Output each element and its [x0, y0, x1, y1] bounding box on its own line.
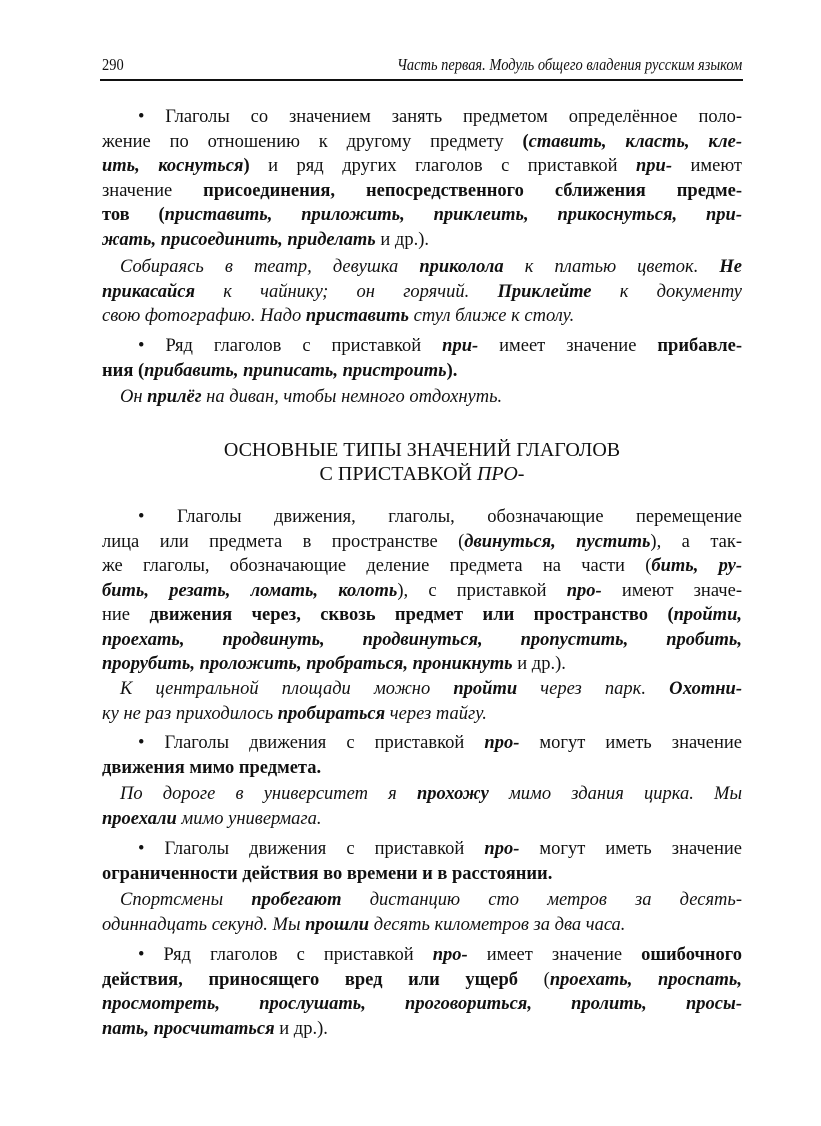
italic-text: Собираясь в театр, девушка: [120, 257, 420, 277]
bold-text: движения через, сквозь предмет или пространство (: [149, 605, 674, 625]
text-run: • Глаголы движения, глаголы, обозначающие перемещение: [138, 507, 742, 527]
text-run: ), с приставкой: [397, 580, 567, 601]
bold-italic-text: прибавить, приписать, пристроить: [144, 360, 447, 381]
example-paragraph: [102, 385, 742, 410]
text-line: [102, 154, 742, 179]
italic-text: дистанцию сто метров за десять-: [341, 890, 742, 910]
bold-italic-text: бить, резать, ломать, колоть: [102, 580, 398, 601]
italic-text: Спортсмены: [120, 890, 252, 910]
bold-italic-text: пройти: [453, 679, 518, 699]
text-line: [102, 603, 742, 628]
text-run: имеет значение: [478, 336, 658, 356]
bold-italic-text: пройти,: [673, 605, 742, 625]
bold-italic-text: двинуться, пустить: [464, 531, 651, 552]
bold-text: (: [522, 131, 529, 152]
rule-paragraph: [102, 334, 742, 383]
text-line: [102, 731, 742, 756]
text-run: значение: [102, 180, 204, 201]
rule-paragraph: [102, 731, 742, 780]
text-run: и ряд других глаголов с приставкой: [249, 156, 637, 176]
text-run: имеет значение: [467, 945, 642, 965]
text-line: [102, 579, 742, 604]
bold-italic-text: бить, ру-: [651, 556, 742, 576]
rule-paragraph: [102, 105, 742, 252]
italic-text: к чайнику; он горячий.: [195, 281, 498, 302]
bold-text: тов (: [102, 205, 165, 225]
bold-italic-text: при-: [442, 336, 479, 356]
text-line: [102, 782, 742, 807]
bold-italic-text: про-: [432, 945, 468, 965]
text-line: [102, 130, 742, 155]
italic-text: мимо здания цирка. Мы: [488, 784, 742, 804]
bold-italic-text: прохожу: [416, 784, 489, 804]
text-line: [102, 913, 742, 938]
rule-paragraph: [102, 943, 742, 1041]
text-run: • Глаголы движения с приставкой: [138, 839, 485, 859]
bold-italic-text: приколола: [419, 257, 504, 277]
italic-text: свою фотографию. Надо: [102, 306, 306, 326]
text-run: и др.).: [274, 1018, 328, 1039]
page-number: 290: [102, 55, 124, 74]
text-line: [102, 756, 742, 781]
text-run: • Ряд глаголов с приставкой: [138, 336, 443, 356]
italic-text: К центральной площади можно: [120, 679, 454, 699]
bold-italic-text: Приклейте: [497, 281, 592, 302]
text-run: имеют значе-: [601, 580, 742, 601]
bold-italic-text: ить, коснуться: [102, 156, 244, 176]
italic-text: одиннадцать секунд. Мы: [102, 914, 306, 935]
text-run: • Глаголы со значением занять предметом определённое поло-: [138, 107, 742, 127]
italic-text: По дороге в университет я: [120, 784, 417, 804]
italic-text: Он: [120, 387, 148, 407]
text-run: (: [518, 969, 550, 990]
text-line: [102, 105, 742, 130]
text-line: [102, 359, 742, 384]
bold-italic-text: приставить, приложить, приклеить, прикоснуться, при-: [164, 205, 742, 225]
heading-line-2: [102, 462, 742, 486]
text-line: [102, 837, 742, 862]
text-line: [102, 334, 742, 359]
bold-italic-text: жать, присоединить, приделать: [102, 229, 376, 250]
text-line: [102, 255, 742, 280]
bold-text: движения мимо предмета.: [102, 757, 322, 778]
text-line: [102, 505, 742, 530]
example-paragraph: [102, 888, 742, 937]
bold-italic-text: про-: [484, 839, 520, 859]
text-line: [102, 677, 742, 702]
rule-paragraph: [102, 505, 742, 677]
bold-text: ): [243, 156, 250, 176]
text-line: [102, 530, 742, 555]
text-run: • Ряд глаголов с приставкой: [138, 945, 433, 965]
bold-text: присоединения, непосредственного сближения предме-: [203, 180, 742, 201]
example-paragraph: [102, 255, 742, 329]
text-run: и др.).: [375, 229, 429, 250]
text-run: имеют: [672, 156, 742, 176]
italic-text: к документу: [591, 281, 742, 302]
italic-text: на диван, чтобы немного отдохнуть.: [201, 387, 503, 407]
bold-italic-text: проехать, проспать,: [549, 969, 742, 990]
italic-text: через парк.: [517, 679, 670, 699]
bold-italic-text: проехать, продвинуть, продвинуться, пропустить, пробить,: [102, 629, 742, 650]
header-divider: [100, 79, 743, 81]
bold-italic-text: прорубить, проложить, пробраться, проникнуть: [102, 654, 513, 674]
heading-line-1: ОСНОВНЫЕ ТИПЫ ЗНАЧЕНИЙ ГЛАГОЛОВ: [223, 439, 621, 461]
bold-italic-text: прилёг: [147, 387, 202, 407]
example-paragraph: [102, 782, 742, 831]
text-line: [102, 203, 742, 228]
text-run: же глаголы, обозначающие деление предмета на части (: [102, 556, 652, 576]
bold-text: ).: [446, 360, 458, 381]
italic-text: стул ближе к столу.: [409, 306, 575, 326]
bold-text: прибавле-: [657, 336, 742, 356]
bold-italic-text: проехали: [102, 808, 177, 829]
text-line: [102, 862, 742, 887]
italic-text: десять километров за два часа.: [369, 914, 626, 935]
text-line: [102, 1017, 742, 1042]
heading-prefix: ПРО-: [476, 463, 525, 485]
text-run: могут иметь значение: [519, 839, 742, 859]
text-line: [102, 968, 742, 993]
italic-text: ку не раз приходилось: [102, 703, 278, 724]
text-run: и др.).: [512, 654, 566, 674]
text-run: жение по отношению к другому предмету: [102, 131, 523, 152]
rule-paragraph: [102, 837, 742, 886]
bold-text: ошибочного: [641, 945, 742, 965]
bold-italic-text: пробегают: [251, 890, 342, 910]
text-line: [102, 807, 742, 832]
text-run: • Глаголы движения с приставкой: [138, 733, 485, 753]
bold-italic-text: Охотни-: [669, 679, 742, 699]
bold-italic-text: пробираться: [277, 703, 386, 724]
text-run: могут иметь значение: [519, 733, 742, 753]
text-run: ), а так-: [650, 531, 742, 552]
bold-italic-text: пать, просчитаться: [102, 1018, 275, 1039]
text-line: [102, 228, 742, 253]
bold-italic-text: прошли: [305, 914, 370, 935]
bold-italic-text: ставить, класть, кле-: [528, 131, 742, 152]
bold-italic-text: приставить: [305, 306, 409, 326]
section-heading: [102, 438, 742, 486]
text-line: [102, 702, 742, 727]
italic-text: через тайгу.: [385, 703, 487, 724]
running-title: Часть первая. Модуль общего владения русским языком: [396, 55, 742, 74]
bold-italic-text: прикасайся: [102, 281, 196, 302]
text-line: [102, 628, 742, 653]
example-paragraph: [102, 677, 742, 726]
text-line: [102, 888, 742, 913]
text-line: [102, 385, 742, 410]
text-line: [102, 943, 742, 968]
bold-text: действия, приносящего вред или ущерб: [102, 969, 519, 990]
bold-italic-text: при-: [636, 156, 673, 176]
text-line: [102, 280, 742, 305]
text-line: [102, 554, 742, 579]
bold-italic-text: про-: [484, 733, 520, 753]
text-line: [102, 179, 742, 204]
italic-text: к платью цветок.: [503, 257, 720, 277]
text-line: [102, 992, 742, 1017]
bold-italic-text: про-: [566, 580, 602, 601]
text-run: лица или предмета в пространстве (: [102, 531, 465, 552]
heading-line-2-text: С ПРИСТАВКОЙ: [319, 463, 477, 485]
text-line: [102, 652, 742, 677]
bold-text: ограниченности действия во времени и в расстоянии.: [102, 863, 553, 884]
italic-text: мимо универмага.: [176, 808, 322, 829]
bold-italic-text: Не: [719, 257, 743, 277]
bold-text: ния (: [102, 360, 145, 381]
bold-italic-text: просмотреть, прослушать, проговориться, пролить, просы-: [102, 994, 742, 1014]
text-line: [102, 304, 742, 329]
text-run: ние: [102, 605, 150, 625]
